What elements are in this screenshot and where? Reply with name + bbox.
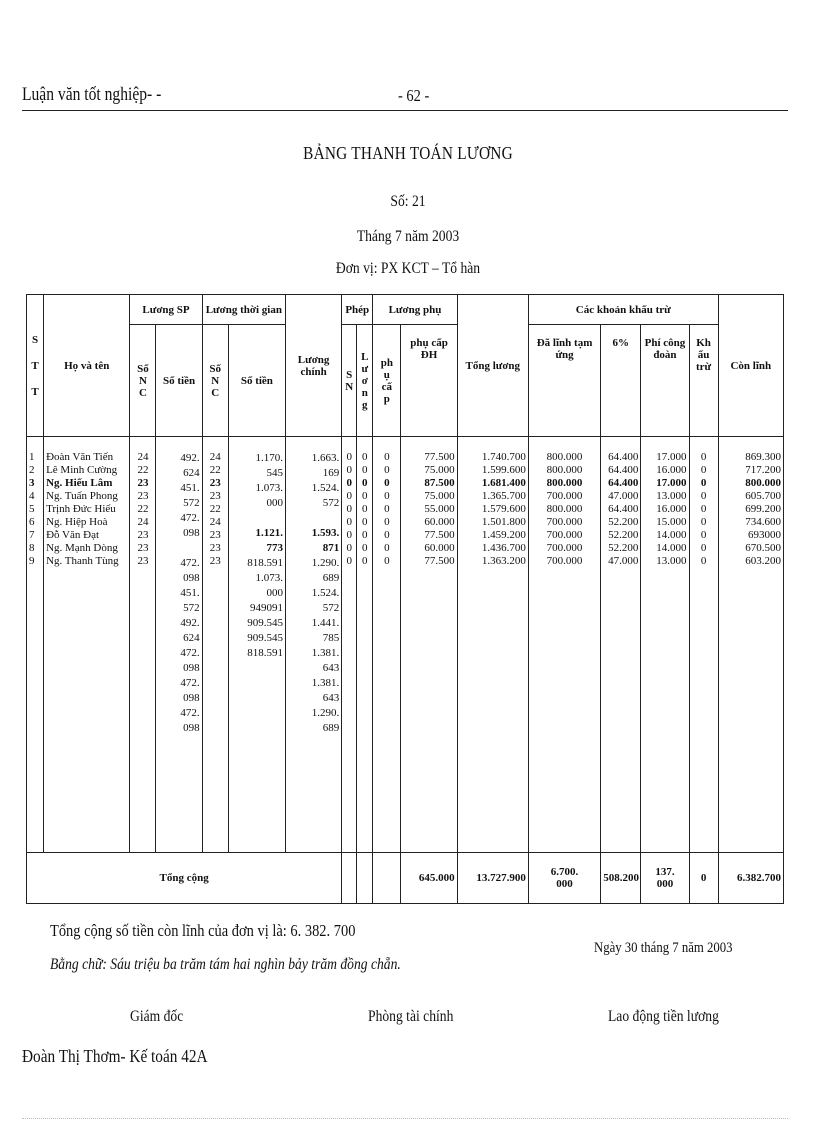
row-tg-tien: 000: [266, 587, 283, 599]
row-name: Ng. Tuấn Phong: [46, 490, 118, 502]
row-name: Ng. Thanh Tùng: [46, 555, 119, 567]
row-6pct: 64.400: [608, 464, 639, 476]
row-stt: 5: [29, 503, 35, 515]
row-sn: 0: [346, 477, 352, 489]
row-stt: 2: [29, 464, 35, 476]
row-name: Ng. Hiếu Lâm: [46, 477, 113, 489]
row-sp-tien: 472.: [180, 677, 200, 689]
row-sn: 0: [346, 555, 352, 567]
total-label: Tổng cộng: [27, 853, 342, 904]
header-name: Họ và tên: [44, 295, 130, 437]
row-sp-tien: 572: [183, 497, 200, 509]
row-sp-tien: 472.: [180, 512, 200, 524]
row-sp-nc: 23: [137, 490, 149, 502]
row-6pct: 64.400: [608, 477, 639, 489]
row-phu-cap-dh: 75.000: [424, 490, 455, 502]
document-unit: Đơn vị: PX KCT – Tổ hàn: [335, 260, 481, 277]
row-sp-nc: 23: [137, 542, 149, 554]
row-kh: 0: [700, 490, 707, 502]
col-tong-luong: [457, 437, 528, 853]
row-stt: 4: [29, 490, 35, 502]
page-number: - 62 -: [398, 86, 430, 105]
row-tg-nc: 23: [209, 542, 221, 554]
row-luong-phep: 0: [362, 477, 368, 489]
row-sp-nc: 23: [137, 555, 149, 567]
row-tam-ung: 800.000: [546, 503, 583, 515]
row-tong-luong: 1.365.700: [481, 490, 526, 502]
row-phu-cap: 0: [384, 477, 390, 489]
row-phu-cap: 0: [384, 490, 390, 502]
row-luong-phep: 0: [362, 503, 368, 515]
row-sp-tien: 098: [183, 527, 200, 539]
row-tong-luong: 1.436.700: [481, 542, 526, 554]
row-con-linh: 605.700: [745, 490, 781, 502]
header-6pct: 6%: [601, 325, 641, 437]
row-tg-nc: 23: [209, 555, 221, 567]
col-sp-nc: [130, 437, 156, 853]
row-name: Đỗ Văn Đạt: [46, 529, 100, 541]
row-luong-chinh: 1.524.: [311, 587, 340, 599]
row-kh: 0: [700, 503, 707, 515]
row-tg-tien: 1.073.: [255, 572, 283, 584]
col-sp-tien: [156, 437, 202, 853]
row-tg-tien: 818.591: [247, 557, 283, 569]
row-tg-tien: 545: [266, 467, 283, 479]
row-tg-tien: 949091: [249, 602, 283, 614]
row-luong-phep: 0: [362, 490, 368, 502]
row-sp-tien: 472.: [180, 557, 200, 569]
row-tg-tien: 1.073.: [255, 482, 283, 494]
row-tg-nc: 22: [209, 464, 221, 476]
row-name: Đoàn Văn Tiến: [46, 451, 114, 463]
row-tong-luong: 1.681.400: [481, 477, 526, 489]
row-luong-chinh: 785: [322, 632, 340, 644]
header-sp-sotien: Số tiền: [156, 325, 202, 437]
payroll-table: [26, 294, 784, 904]
col-con-linh: [718, 437, 783, 853]
row-6pct: 52.200: [608, 542, 639, 554]
row-tong-luong: 1.740.700: [481, 451, 526, 463]
row-kh: 0: [700, 529, 707, 541]
row-kh: 0: [700, 451, 707, 463]
row-luong-phep: 0: [362, 542, 368, 554]
row-stt: 1: [29, 451, 35, 463]
header-tg-sotien: Số tiền: [228, 325, 285, 437]
col-kh: [689, 437, 718, 853]
row-phu-cap: 0: [384, 451, 390, 463]
row-tam-ung: 700.000: [546, 516, 583, 528]
row-sp-nc: 22: [137, 503, 149, 515]
row-phu-cap-dh: 60.000: [424, 516, 455, 528]
row-tg-nc: 24: [209, 516, 221, 528]
row-luong-chinh: 1.524.: [311, 482, 340, 494]
row-phi: 16.000: [656, 503, 687, 515]
document-title: BẢNG THANH TOÁN LƯƠNG: [303, 143, 513, 163]
row-sp-tien: 572: [183, 602, 200, 614]
row-luong-chinh: 572: [322, 497, 340, 509]
row-tg-tien: 818.591: [247, 647, 283, 659]
row-luong-phep: 0: [362, 529, 368, 541]
row-phu-cap-dh: 87.500: [424, 477, 455, 489]
row-sp-tien: 098: [183, 722, 200, 734]
header-phu-cap: ph ụ cấ p: [373, 325, 401, 437]
row-luong-chinh: 1.441.: [311, 617, 340, 629]
row-phu-cap-dh: 77.500: [424, 451, 455, 463]
row-tam-ung: 700.000: [546, 542, 583, 554]
col-tg-nc: [202, 437, 228, 853]
row-con-linh: 603.200: [745, 555, 781, 567]
row-tg-nc: 23: [209, 477, 221, 489]
col-luong-phep: [357, 437, 373, 853]
col-tam-ung: [528, 437, 600, 853]
header-phi-cong-doan: Phí công đoàn: [641, 325, 689, 437]
row-kh: 0: [700, 555, 707, 567]
row-luong-chinh: 1.290.: [311, 557, 340, 569]
row-phi: 14.000: [656, 542, 687, 554]
col-6pct: [601, 437, 641, 853]
row-6pct: 47.000: [608, 490, 639, 502]
signature-finance: Phòng tài chính: [368, 1008, 454, 1025]
total-sum-text: Tổng cộng số tiền còn lĩnh của đơn vị là: 6. 382. 700: [50, 921, 356, 940]
row-phi: 15.000: [656, 516, 687, 528]
row-con-linh: 734.600: [745, 516, 781, 528]
row-luong-chinh: 689: [322, 572, 340, 584]
row-tong-luong: 1.459.200: [481, 529, 526, 541]
row-name: Trịnh Đức Hiếu: [46, 503, 116, 515]
header-da-linh: Đã lĩnh tạm ứng: [528, 325, 600, 437]
header-luong-phu: Lương phụ: [373, 295, 457, 325]
row-6pct: 64.400: [608, 503, 639, 515]
header-con-linh: Còn lĩnh: [718, 295, 783, 437]
row-con-linh: 869.300: [745, 451, 781, 463]
row-luong-chinh: 1.381.: [311, 677, 340, 689]
row-luong-chinh: 1.290.: [311, 707, 340, 719]
row-sn: 0: [346, 464, 352, 476]
row-sp-tien: 624: [183, 632, 200, 644]
row-phu-cap-dh: 77.500: [424, 529, 455, 541]
row-tg-tien: 909.545: [247, 632, 283, 644]
header-tg-snc: Số N C: [202, 325, 228, 437]
total-kh: 0: [689, 853, 718, 904]
row-tong-luong: 1.599.600: [481, 464, 526, 476]
row-name: Lê Minh Cường: [46, 464, 118, 476]
row-6pct: 52.200: [608, 529, 639, 541]
row-luong-chinh: 643: [322, 692, 340, 704]
row-tg-nc: 23: [209, 529, 221, 541]
row-phi: 13.000: [656, 555, 687, 567]
row-luong-chinh: 169: [322, 467, 340, 479]
row-tg-nc: 23: [209, 490, 221, 502]
header-rule: [22, 110, 788, 111]
row-tg-tien: 1.121.: [255, 527, 283, 539]
row-6pct: 47.000: [608, 555, 639, 567]
row-phu-cap: 0: [384, 503, 390, 515]
row-name: Ng. Hiệp Hoà: [46, 516, 108, 528]
signature-director: Giám đốc: [130, 1008, 184, 1025]
row-sp-tien: 624: [183, 467, 200, 479]
row-6pct: 52.200: [608, 516, 639, 528]
row-sp-tien: 472.: [180, 647, 200, 659]
row-stt: 9: [29, 555, 35, 567]
row-phu-cap: 0: [384, 555, 390, 567]
row-stt: 6: [29, 516, 35, 528]
row-phu-cap-dh: 55.000: [424, 503, 455, 515]
total-tong-luong: 13.727.900: [457, 853, 528, 904]
row-tong-luong: 1.501.800: [481, 516, 526, 528]
row-sp-tien: 098: [183, 692, 200, 704]
header-phep-sn: S N: [342, 325, 357, 437]
row-sp-tien: 451.: [180, 482, 200, 494]
row-sp-nc: 24: [137, 516, 149, 528]
row-tg-nc: 22: [209, 503, 221, 515]
header-luong-tg: Lương thời gian: [202, 295, 285, 325]
row-kh: 0: [700, 542, 707, 554]
row-kh: 0: [700, 516, 707, 528]
total-con-linh: 6.382.700: [718, 853, 783, 904]
row-sp-tien: 472.: [180, 707, 200, 719]
row-luong-chinh: [288, 511, 339, 526]
col-tg-tien: [228, 437, 285, 853]
row-sp-nc: 23: [137, 477, 149, 489]
row-tong-luong: 1.363.200: [481, 555, 526, 567]
row-sp-nc: 24: [137, 451, 149, 463]
col-phu-cap: [373, 437, 401, 853]
row-luong-chinh: 871: [322, 542, 340, 554]
total-tam-ung: 6.700. 000: [528, 853, 600, 904]
total-phu-cap-dh: 645.000: [401, 853, 457, 904]
row-sp-tien: 492.: [180, 452, 200, 464]
row-sp-tien: 098: [183, 662, 200, 674]
row-stt: 7: [29, 529, 35, 541]
header-khau-tru-khac: Kh ấu trừ: [689, 325, 718, 437]
header-phep-luong: L ư ơ n g: [357, 325, 373, 437]
row-phi: 17.000: [656, 477, 687, 489]
row-tg-tien: 773: [266, 542, 283, 554]
row-sp-tien: 492.: [180, 617, 200, 629]
row-phi: 13.000: [656, 490, 687, 502]
row-tg-tien: 909.545: [247, 617, 283, 629]
row-phi: 14.000: [656, 529, 687, 541]
row-stt: 8: [29, 542, 35, 554]
row-sn: 0: [346, 451, 352, 463]
row-tam-ung: 700.000: [546, 529, 583, 541]
row-tam-ung: 800.000: [546, 464, 583, 476]
amount-in-words: Bằng chữ: Sáu triệu ba trăm tám hai nghìn bảy trăm đồng chẵn.: [50, 956, 401, 973]
header-phep: Phép: [342, 295, 373, 325]
row-tg-nc: 24: [209, 451, 221, 463]
row-6pct: 64.400: [608, 451, 639, 463]
header-tong-luong: Tổng lương: [457, 295, 528, 437]
sign-date: Ngày 30 tháng 7 năm 2003: [594, 940, 733, 956]
header-luong-chinh: Lương chính: [285, 295, 341, 437]
row-tam-ung: 700.000: [546, 490, 583, 502]
row-luong-chinh: 643: [322, 662, 340, 674]
row-luong-chinh: 1.663.: [311, 452, 340, 464]
row-sn: 0: [346, 529, 352, 541]
row-tg-tien: 1.170.: [255, 452, 283, 464]
header-luong-sp: Lương SP: [130, 295, 202, 325]
row-stt: 3: [29, 477, 35, 489]
row-con-linh: 699.200: [745, 503, 781, 515]
header-stt: S T T: [27, 295, 44, 437]
row-phu-cap-dh: 77.500: [424, 555, 455, 567]
row-tam-ung: 800.000: [546, 451, 583, 463]
col-sn: [342, 437, 357, 853]
signature-labor: Lao động tiền lương: [608, 1008, 719, 1025]
row-phu-cap-dh: 60.000: [424, 542, 455, 554]
row-sp-nc: 23: [137, 529, 149, 541]
col-names: [44, 437, 130, 853]
row-sn: 0: [346, 490, 352, 502]
row-tong-luong: 1.579.600: [481, 503, 526, 515]
row-luong-chinh: 1.593.: [311, 527, 340, 539]
row-phu-cap: 0: [384, 529, 390, 541]
row-sn: 0: [346, 503, 352, 515]
col-stt: [27, 437, 44, 853]
row-sn: 0: [346, 542, 352, 554]
header-sp-snc: Số N C: [130, 325, 156, 437]
row-con-linh: 717.200: [745, 464, 781, 476]
col-phu-cap-dh: [401, 437, 457, 853]
row-con-linh: 800.000: [745, 477, 781, 489]
header-title: Luận văn tốt nghiệp- -: [22, 84, 162, 105]
row-tam-ung: 700.000: [546, 555, 583, 567]
col-luong-chinh: [285, 437, 341, 853]
header-khau-tru: Các khoản khấu trừ: [528, 295, 718, 325]
col-phi: [641, 437, 689, 853]
row-sp-nc: 22: [137, 464, 149, 476]
row-phu-cap: 0: [384, 464, 390, 476]
row-phi: 17.000: [656, 451, 687, 463]
row-luong-phep: 0: [362, 464, 368, 476]
author-footer: Đoàn Thị Thơm- Kế toán 42A: [22, 1046, 208, 1066]
row-name: Ng. Mạnh Dòng: [46, 542, 118, 554]
row-kh: 0: [700, 477, 707, 489]
row-phu-cap: 0: [384, 516, 390, 528]
row-sn: 0: [346, 516, 352, 528]
total-6pct: 508.200: [601, 853, 641, 904]
document-number: Số: 21: [390, 193, 426, 210]
row-luong-chinh: 689: [322, 722, 340, 734]
row-sp-tien: 098: [183, 572, 200, 584]
footer-rule: [22, 1118, 788, 1119]
row-con-linh: 693000: [748, 529, 781, 541]
document-month: Tháng 7 năm 2003: [356, 228, 460, 245]
row-con-linh: 670.500: [745, 542, 781, 554]
row-tg-tien: 000: [266, 497, 283, 509]
row-luong-chinh: 1.381.: [311, 647, 340, 659]
row-tg-tien: [231, 511, 283, 526]
row-phu-cap: 0: [384, 542, 390, 554]
row-phu-cap-dh: 75.000: [424, 464, 455, 476]
row-sp-tien: [158, 541, 199, 556]
row-kh: 0: [700, 464, 707, 476]
row-luong-phep: 0: [362, 555, 368, 567]
row-tam-ung: 800.000: [546, 477, 583, 489]
row-sp-tien: 451.: [180, 587, 200, 599]
row-luong-phep: 0: [362, 451, 368, 463]
row-luong-chinh: 572: [322, 602, 340, 614]
header-phu-cap-dh: phụ cấp ĐH: [401, 325, 457, 437]
total-phi: 137. 000: [641, 853, 689, 904]
row-phi: 16.000: [656, 464, 687, 476]
row-luong-phep: 0: [362, 516, 368, 528]
